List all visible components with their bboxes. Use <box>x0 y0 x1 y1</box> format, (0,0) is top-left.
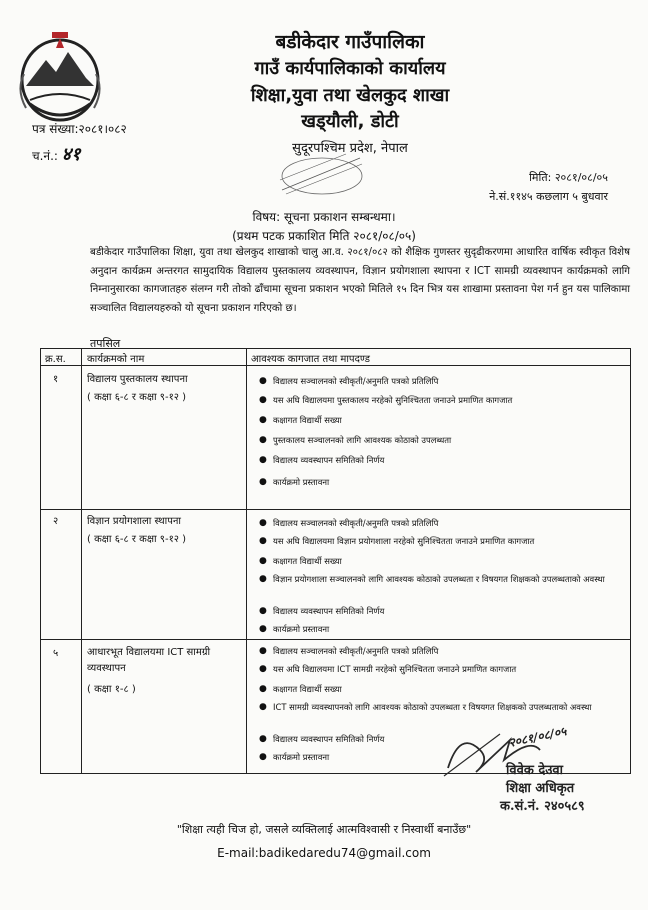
bullet-icon: ● <box>259 536 267 546</box>
row-3-name: आधारभूत विद्यालयमा ICT सामग्री व्यवस्थापन <box>87 647 211 674</box>
requirements-table <box>40 348 631 774</box>
list-item: ● कक्षागत विद्यार्थी सख्या <box>259 415 342 425</box>
nepal-sambat-date: ने.सं.११४५ कछलाग ५ बुधवार <box>489 190 608 203</box>
bullet-icon: ● <box>259 752 267 762</box>
list-item: ● विद्यालय व्यवस्थापन समितिको निर्णय <box>259 734 385 744</box>
list-item: ● कार्यक्रमो प्रस्तावना <box>259 624 330 634</box>
subject-line: विषय: सूचना प्रकाशन सम्बन्धमा। <box>252 210 396 224</box>
footer-email: E-mail:badikedaredu74@gmail.com <box>217 846 431 860</box>
bullet-icon: ● <box>259 415 267 425</box>
row-2-name: विज्ञान प्रयोगशाला स्थापना <box>87 516 182 527</box>
dispatch-number-label: च.नं.: <box>32 149 58 163</box>
signature-block <box>440 720 620 820</box>
list-item: ● यस अघि विद्यालयमा ICT सामग्री नरहेको सुनिश्चितता जनाउने प्रमाणित कागजात <box>259 664 517 674</box>
row-3-sn: ५ <box>53 648 59 659</box>
list-item: ● पुस्तकालय सञ्चालनको लागि आवश्यक कोठाको उपलब्धता <box>259 435 452 445</box>
list-item: ● विज्ञान प्रयोगशाला सञ्चालनको लागि आवश्यक कोठाको उपलब्धता र विषयगत शिक्षकको उपलब्धताको अवस्था <box>259 574 605 584</box>
table-divider <box>41 509 630 510</box>
row-2-requirements <box>259 517 628 639</box>
header-address: खड्‌यौली, डोटी <box>301 111 399 132</box>
bullet-icon: ● <box>259 624 267 634</box>
table-divider <box>41 365 630 366</box>
list-item: ● कार्यक्रमो प्रस्तावना <box>259 752 330 762</box>
bullet-icon: ● <box>259 435 267 445</box>
list-item: ● कक्षागत विद्यार्थी सख्या <box>259 684 342 694</box>
list-item: ● कार्यक्रमो प्रस्तावना <box>259 477 330 487</box>
list-item: ● कक्षागत विद्यार्थी सख्या <box>259 556 342 566</box>
letter-number: पत्र संख्या:२०८१।०८२ <box>32 122 127 136</box>
row-2-grade: ( कक्षा ६-८ र कक्षा ९-१२ ) <box>87 534 187 545</box>
header-municipality: बडीकेदार गाउँपालिका <box>275 31 425 53</box>
bullet-icon: ● <box>259 702 267 712</box>
details-label: तपसिल <box>90 337 121 350</box>
office-stamp <box>276 150 366 198</box>
list-item: ● ICT सामग्री व्यवस्थापनको लागि आवश्यक कोठाको उपलब्धता र विषयगत शिक्षकको उपलब्धताको अवस्था <box>259 702 592 712</box>
signature-date: २०८१/०८/०५ <box>507 724 568 750</box>
notice-body: बडीकेदार गाउँपालिका शिक्षा, युवा तथा खेलकुद शाखाको चालु आ.व. २०८१/०८२ को शैक्षिक गुणस्तर सुदृढीकरणमा आधारित वार्षिक स्वीकृत विशेष अनुदान कार्यक्रम अन्तरगत सामुदायिक विद्यालय पुस्तकालय व्यवस्थापन, विज्ञान प्रयोगशाला स्थापना र ICT सामग्री व्यवस्थापन कार्यक्रमको लागि निम्नानुसारका कागजातहरु संलग्न गरी तोको ढाँचामा सूचना प्रकाशन भएको मितिले १५ दिन भित्र यस शाखामा प्रस्तावना पेश गर्न हुन यस पालिकामा सञ्चालित विद्यालयहरुको यो सूचना प्रकाशन गरिएको छ। <box>90 247 630 314</box>
list-item: ● विद्यालय सञ्चालनको स्वीकृती/अनुमति पत्रको प्रतिलिपि <box>259 646 439 656</box>
bullet-icon: ● <box>259 734 267 744</box>
bullet-icon: ● <box>259 395 267 405</box>
list-item: ● यस अघि विद्यालयमा विज्ञान प्रयोगशाला नरहेको सुनिश्चितता जनाउने प्रमाणित कागजात <box>259 536 535 546</box>
bullet-icon: ● <box>259 518 267 528</box>
signatory-title: शिक्षा अधिकृत <box>506 781 575 796</box>
subject-publish-date: (प्रथम पटक प्रकाशित मिति २०८१/०८/०५) <box>232 229 416 243</box>
dispatch-number-value: ४१ <box>61 144 81 165</box>
list-item: ● विद्यालय व्यवस्थापन समितिको निर्णय <box>259 606 385 616</box>
row-3-grade: ( कक्षा १-८ ) <box>87 684 136 695</box>
dispatch-number <box>32 142 81 166</box>
table-divider <box>41 639 630 640</box>
bullet-icon: ● <box>259 455 267 465</box>
table-divider <box>81 349 82 773</box>
list-item: ● विद्यालय सञ्चालनको स्वीकृती/अनुमति पत्रको प्रतिलिपि <box>259 376 439 386</box>
bullet-icon: ● <box>259 556 267 566</box>
list-item: ● विद्यालय सञ्चालनको स्वीकृती/अनुमति पत्रको प्रतिलिपि <box>259 518 439 528</box>
municipality-logo <box>16 30 104 126</box>
bullet-icon: ● <box>259 376 267 386</box>
row-1-name: विद्यालय पुस्तकालय स्थापना <box>87 374 188 385</box>
row-2-sn: २ <box>53 516 59 527</box>
bullet-icon: ● <box>259 646 267 656</box>
list-item: ● यस अघि विद्यालयमा पुस्तकालय नरहेको सुनिश्चितता जनाउने प्रमाणित कागजात <box>259 395 513 405</box>
row-1-requirements <box>259 375 628 496</box>
header-section: शिक्षा,युवा तथा खेलकुद शाखा <box>250 85 450 106</box>
bullet-icon: ● <box>259 684 267 694</box>
bullet-icon: ● <box>259 574 267 584</box>
row-1-grade: ( कक्षा ६-८ र कक्षा ९-१२ ) <box>87 392 187 403</box>
row-1-sn: १ <box>53 374 59 385</box>
bullet-icon: ● <box>259 606 267 616</box>
bullet-icon: ● <box>259 477 267 487</box>
signatory-name: विवेक देउवा <box>506 763 563 778</box>
list-item: ● विद्यालय व्यवस्थापन समितिको निर्णय <box>259 455 385 465</box>
column-header-program: कार्यक्रमको नाम <box>87 354 145 365</box>
header-province: सुदूरपश्चिम प्रदेश, नेपाल <box>292 141 408 156</box>
table-divider <box>246 349 247 773</box>
bullet-icon: ● <box>259 664 267 674</box>
column-header-sn: क्र.स. <box>45 354 66 365</box>
signatory-id: क.सं.नं. २४०५८९ <box>500 799 585 814</box>
column-header-requirements: आवश्यक कागजात तथा मापदण्ड <box>251 354 370 365</box>
header-office: गाउँ कार्यपालिकाको कार्यालय <box>254 58 446 79</box>
footer-quote: "शिक्षा त्यही चिज हो, जसले व्यक्तिलाई आत्मविश्वासी र निस्वार्थी बनाउँछ" <box>176 823 472 836</box>
date: मिति: २०८१/०८/०५ <box>529 171 608 184</box>
